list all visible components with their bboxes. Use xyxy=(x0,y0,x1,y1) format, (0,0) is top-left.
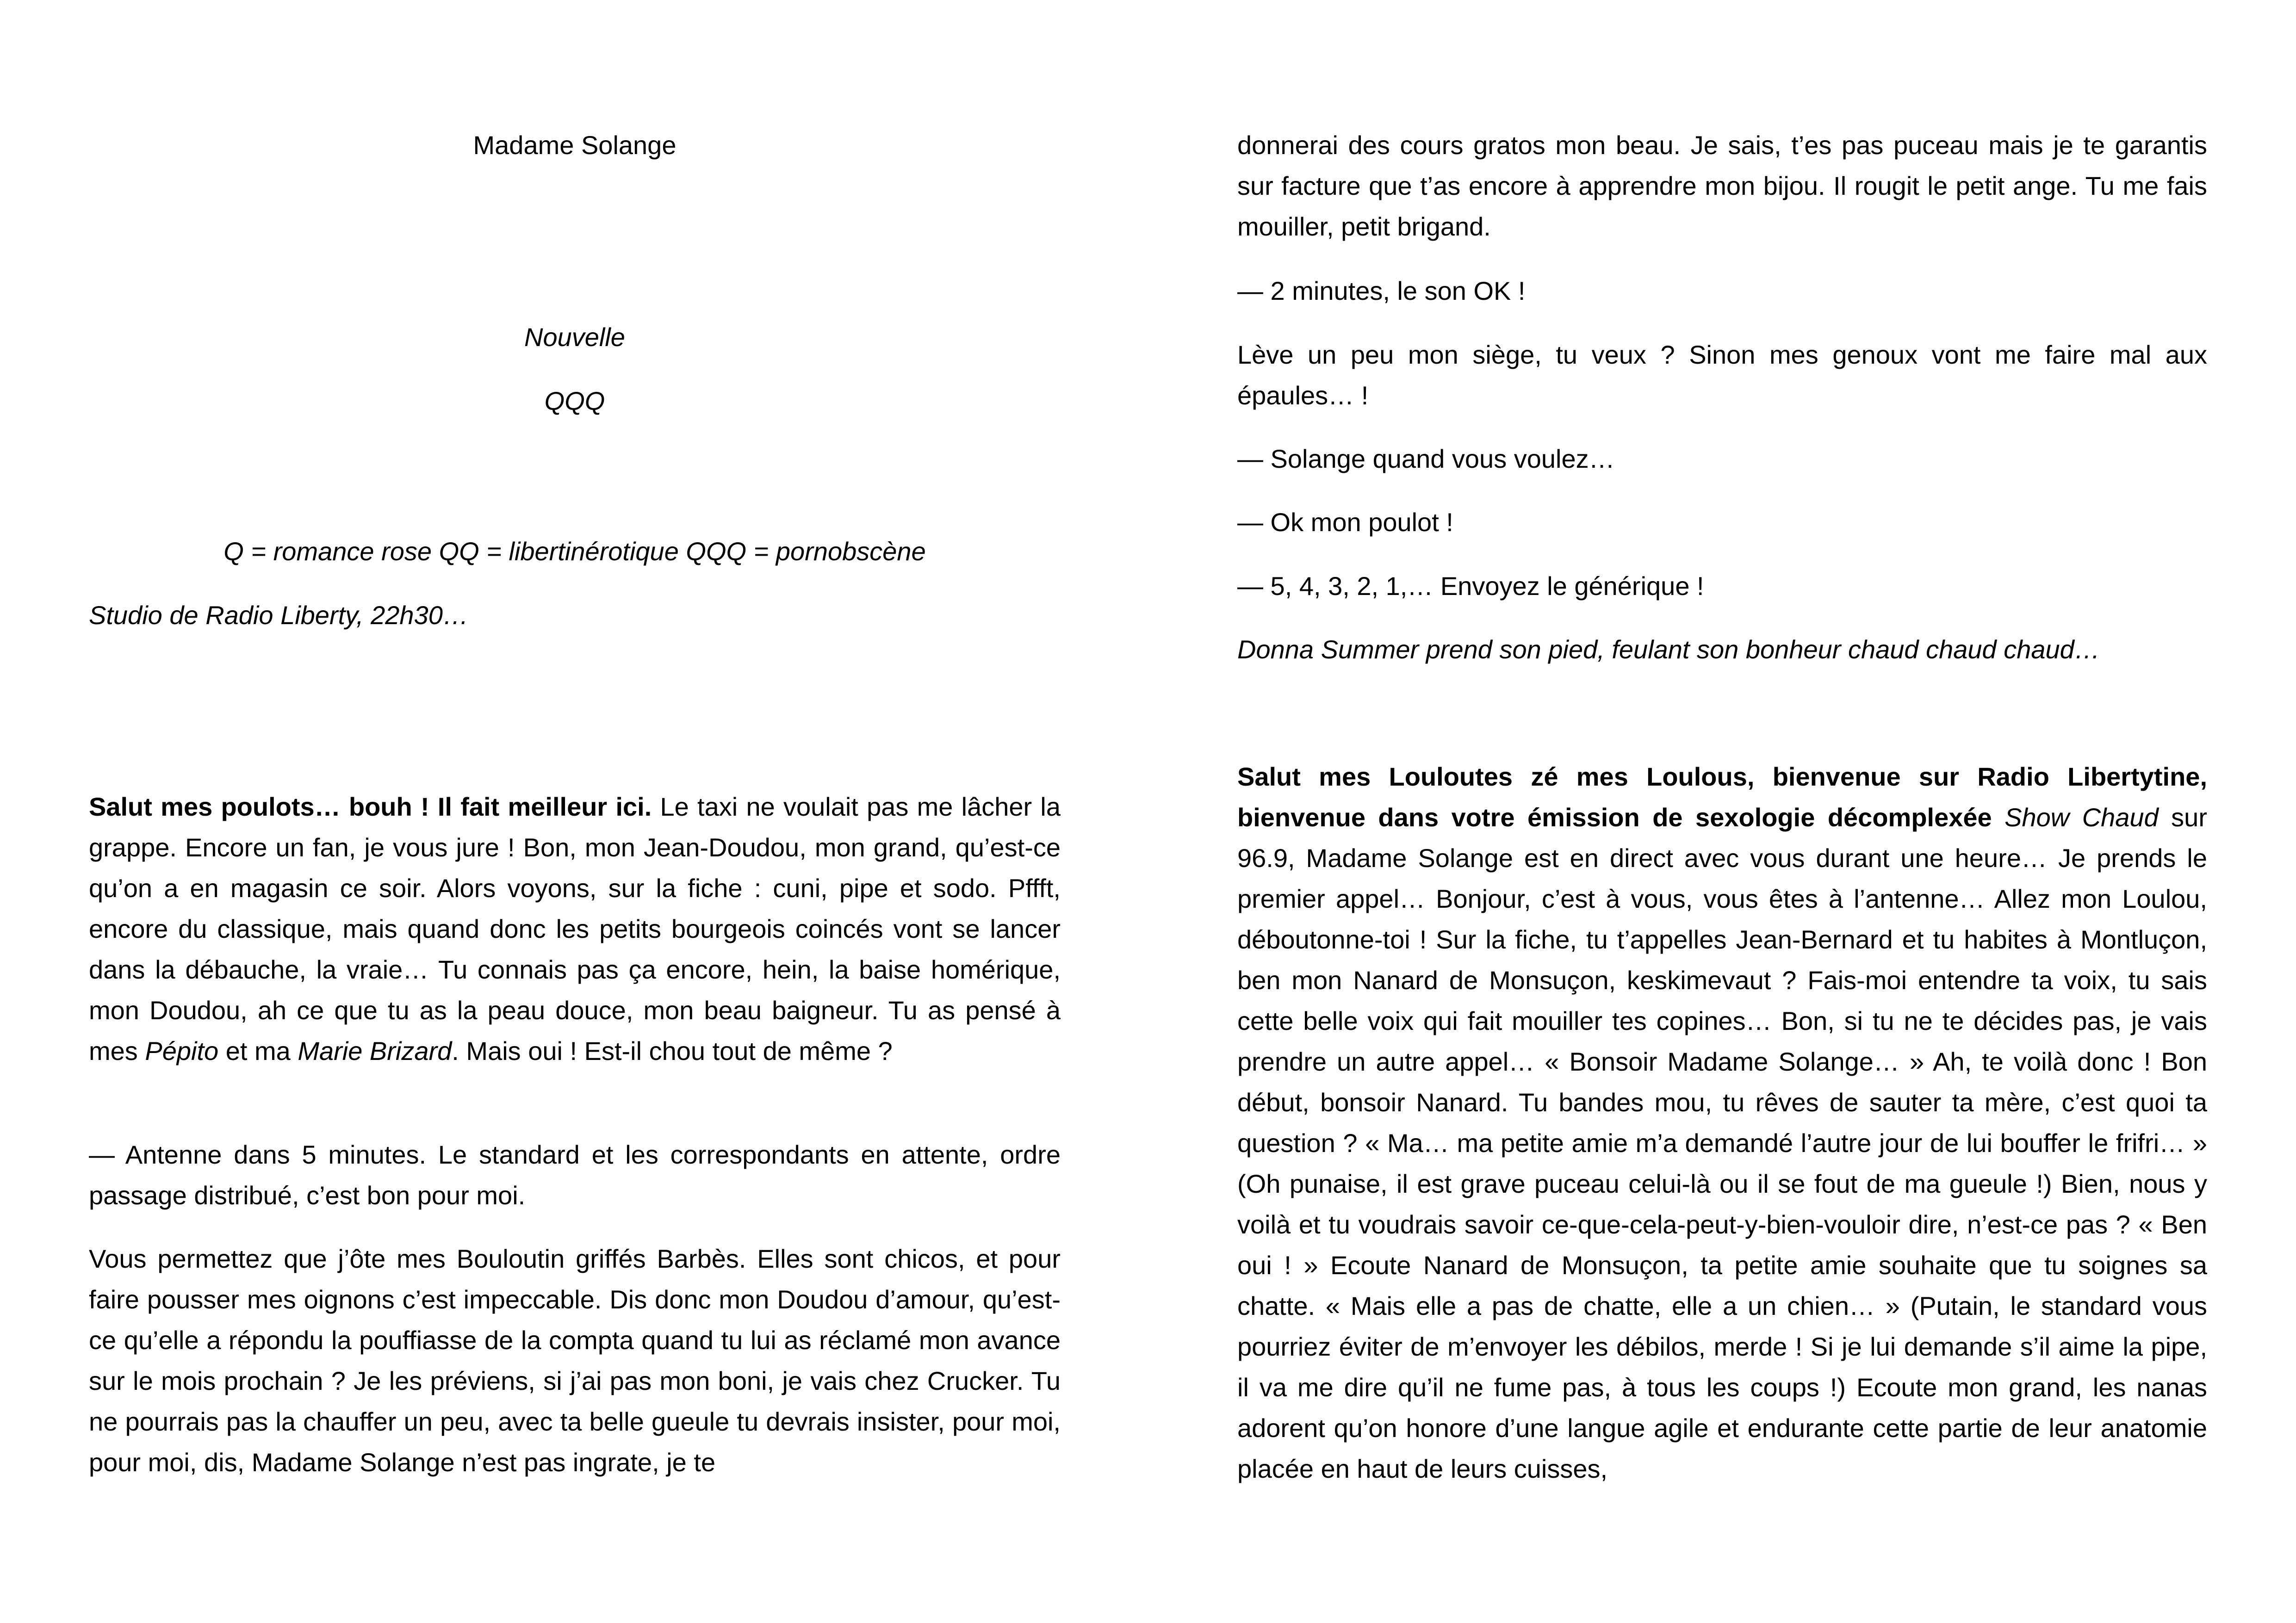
rating-legend: Q = romance rose QQ = libertinérotique QQQ = pornobscène xyxy=(223,537,926,566)
story-title: Madame Solange xyxy=(473,130,676,160)
paragraph-1-bold: Salut mes poulots… bouh ! Il fait meilleur ici. xyxy=(89,792,652,821)
dialogue-line-2: — Solange quand vous voulez… xyxy=(1237,444,1615,473)
paragraph-3: Vous permettez que j’ôte mes Bouloutin griffés Barbès. Elles sont chicos, et pour faire pousser mes oignons c’est impeccable. Dis donc mon Doudou d’amour, qu’est-ce qu’elle a répondu la pouffiasse de la compta quand tu lui as réclamé mon avance sur le mois prochain ? Je les préviens, si j’ai pas mon boni, je vais chez Crucker. Tu ne pourrais pas la chauffer un peu, avec ta belle gueule tu devrais insister, pour moi, pour moi, dis, Madame Solange n’est pas ingrate, je te xyxy=(89,1244,1061,1477)
dialogue-line-3: — Ok mon poulot ! xyxy=(1237,508,1453,537)
dialogue-line-1: — 2 minutes, le son OK ! xyxy=(1237,276,1526,305)
paragraph-4: donnerai des cours gratos mon beau. Je sais, t’es pas puceau mais je te garantis sur facture que t’as encore à apprendre mon bijou. Il rougit le petit ange. Tu me fais mouiller, petit brigand. xyxy=(1237,130,2207,241)
dialogue-line-4: — 5, 4, 3, 2, 1,… Envoyez le générique ! xyxy=(1237,571,1704,601)
rating-label: QQQ xyxy=(544,386,605,415)
paragraph-1: Salut mes poulots… bouh ! Il fait meilleur ici. Le taxi ne voulait pas me lâcher la grappe. Encore un fan, je vous jure ! Bon, mon Jean-Doudou, mon grand, qu’est-ce qu’on a en magasin ce soir. Alors voyons, sur la fiche : cuni, pipe et sodo. Pffft, encore du classique, mais quand donc les petits bourgeois coincés vont se lancer dans la débauche, la vraie… Tu connais pas ça encore, hein, la baise homérique, mon Doudou, ah ce que tu as la peau douce, mon beau baigneur. Tu as pensé à mes Pépito et ma Marie Brizard. Mais oui ! Est-il chou tout de même ? xyxy=(89,792,1061,1065)
paragraph-6-bold: Salut mes Louloutes zé mes Loulous, bienvenue sur Radio Libertytine, bienvenue dans votre émission de sexologie décomplexée xyxy=(1237,762,2207,832)
paragraph-2: — Antenne dans 5 minutes. Le standard et les correspondants en attente, ordre passage distribué, c’est bon pour moi. xyxy=(89,1140,1061,1210)
paragraph-5: Lève un peu mon siège, tu veux ? Sinon mes genoux vont me faire mal aux épaules… ! xyxy=(1237,340,2207,410)
genre-label: Nouvelle xyxy=(524,322,625,352)
paragraph-6: Salut mes Louloutes zé mes Loulous, bienvenue sur Radio Libertytine, bienvenue dans votre émission de sexologie décomplexée Show Chaud sur 96.9, Madame Solange est en direct avec vous durant une heure… Je prends le premier appel… Bonjour, c’est à vous, vous êtes à l’antenne… Allez mon Loulou, déboutonne-toi ! Sur la fiche, tu t’appelles Jean-Bernard et tu habites à Montluçon, ben mon Nanard de Monsuçon, keskimevaut ? Fais-moi entendre ta voix, tu sais cette belle voix qui fait mouiller tes copines… Bon, si tu ne te décides pas, je vais prendre un autre appel… « Bonsoir Madame Solange… » Ah, te voilà donc ! Bon début, bonsoir Nanard. Tu bandes mou, tu rêves de sauter ta mère, c’est quoi ta question ? « Ma… ma petite amie m’a demandé l’autre jour de lui bouffer le frifri… » (Oh punaise, il est grave puceau celui-là ou il se fout de ma gueule !) Bien, nous y voilà et tu voudrais savoir ce-que-cela-peut-y-bien-vouloir dire, n’est-ce pas ? « Ben oui ! » Ecoute Nanard de Monsuçon, ta petite amie souhaite que tu soignes sa chatte. « Mais elle a pas de chatte, elle a un chien… » (Putain, le standard vous pourriez éviter de m’envoyer les débilos, merde ! Si je lui demande s’il aime la pipe, il va me dire qu’il ne fume pas, à tous les coups !) Ecoute mon grand, les nanas adorent qu’on honore d’une langue agile et endurante cette partie de leur anatomie placée en haut de leurs cuisses, xyxy=(1237,762,2207,1483)
setting-line: Studio de Radio Liberty, 22h30… xyxy=(89,601,469,630)
stage-direction: Donna Summer prend son pied, feulant son bonheur chaud chaud chaud… xyxy=(1237,635,2100,664)
